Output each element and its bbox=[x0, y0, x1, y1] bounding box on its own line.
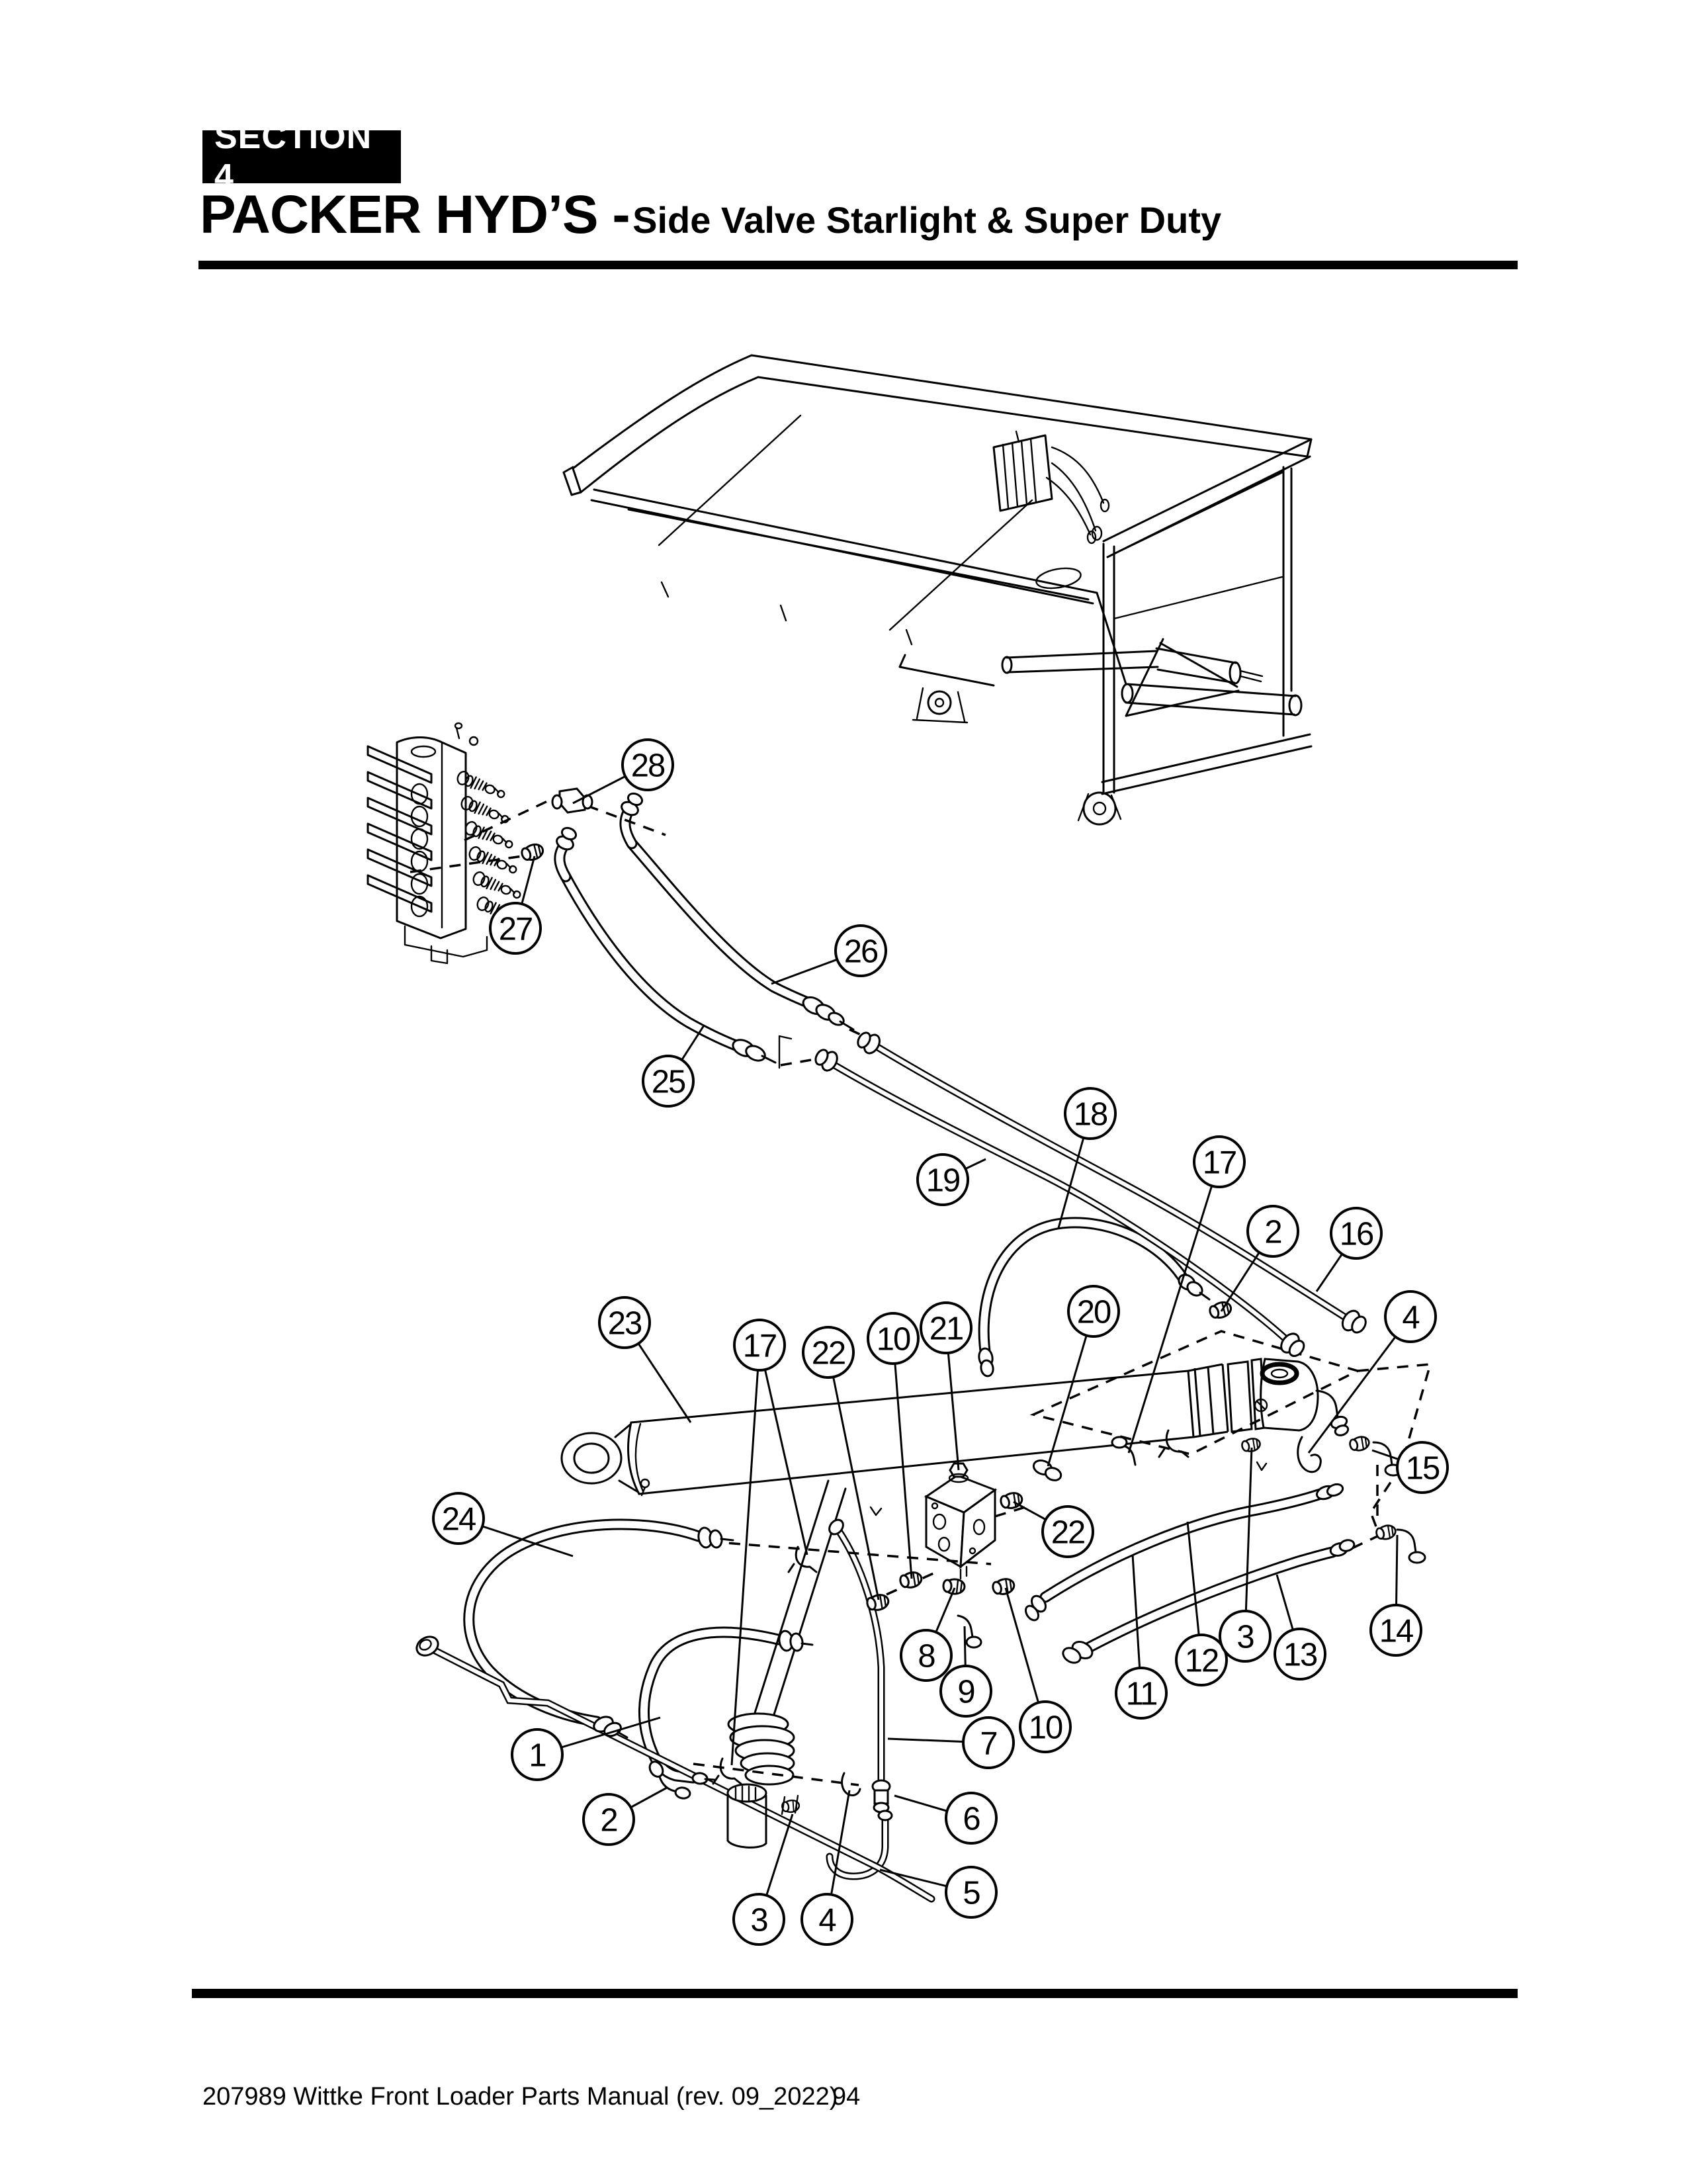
svg-text:5: 5 bbox=[963, 1875, 980, 1911]
callout-3 bbox=[1220, 1611, 1270, 1661]
svg-text:9: 9 bbox=[957, 1674, 974, 1710]
svg-text:22: 22 bbox=[811, 1335, 845, 1372]
svg-text:17: 17 bbox=[1202, 1145, 1236, 1181]
svg-text:1: 1 bbox=[529, 1737, 546, 1774]
manifold-art bbox=[926, 1463, 995, 1579]
svg-text:3: 3 bbox=[1236, 1619, 1254, 1655]
hose-26 bbox=[632, 844, 806, 1002]
svg-text:28: 28 bbox=[630, 748, 665, 784]
callout-10 bbox=[868, 1313, 918, 1364]
callout-17 bbox=[734, 1320, 785, 1370]
callout-12 bbox=[1176, 1635, 1227, 1685]
callout-10 bbox=[1020, 1702, 1070, 1752]
callout-14 bbox=[1371, 1605, 1421, 1655]
callout-leader-3 bbox=[1245, 1448, 1252, 1636]
callout-25 bbox=[643, 1056, 693, 1106]
callout-1 bbox=[512, 1729, 562, 1780]
svg-text:12: 12 bbox=[1184, 1643, 1219, 1679]
svg-text:23: 23 bbox=[607, 1305, 642, 1342]
svg-text:2: 2 bbox=[600, 1802, 617, 1839]
section-label: SECTION 4 bbox=[214, 118, 372, 196]
svg-text:7: 7 bbox=[980, 1725, 997, 1762]
svg-text:13: 13 bbox=[1283, 1637, 1317, 1673]
callout-17 bbox=[1194, 1137, 1244, 1187]
callout-21 bbox=[921, 1303, 971, 1353]
callout-leader-17 bbox=[732, 1345, 759, 1765]
svg-text:17: 17 bbox=[742, 1328, 777, 1364]
svg-text:6: 6 bbox=[963, 1801, 980, 1837]
callout-7 bbox=[963, 1718, 1014, 1768]
callout-27 bbox=[490, 903, 541, 953]
svg-text:10: 10 bbox=[1028, 1710, 1062, 1746]
callout-26 bbox=[836, 926, 886, 976]
callout-19 bbox=[918, 1155, 968, 1205]
callout-9 bbox=[941, 1666, 991, 1716]
hose-25 bbox=[566, 877, 736, 1045]
svg-text:20: 20 bbox=[1076, 1294, 1111, 1331]
callout-2 bbox=[584, 1794, 634, 1845]
svg-text:24: 24 bbox=[441, 1501, 476, 1538]
svg-text:3: 3 bbox=[750, 1902, 767, 1939]
svg-text:26: 26 bbox=[844, 934, 878, 970]
svg-text:15: 15 bbox=[1405, 1450, 1440, 1487]
callout-28 bbox=[623, 740, 673, 790]
callout-3 bbox=[734, 1894, 784, 1944]
svg-text:25: 25 bbox=[651, 1064, 685, 1100]
svg-text:2: 2 bbox=[1264, 1214, 1281, 1250]
svg-text:22: 22 bbox=[1051, 1514, 1085, 1551]
footer-page-number: 94 bbox=[832, 2083, 861, 2111]
svg-text:8: 8 bbox=[918, 1638, 935, 1675]
callout-20 bbox=[1068, 1286, 1119, 1336]
callout-15 bbox=[1397, 1442, 1448, 1493]
callout-4 bbox=[802, 1894, 852, 1944]
callout-8 bbox=[901, 1630, 951, 1681]
callout-2 bbox=[1248, 1206, 1298, 1256]
callout-18 bbox=[1065, 1088, 1115, 1139]
tube-19 bbox=[832, 1064, 1289, 1342]
title-subtitle: Side Valve Starlight & Super Duty bbox=[632, 199, 1222, 241]
callout-4 bbox=[1385, 1291, 1436, 1342]
callout-24 bbox=[433, 1493, 484, 1544]
svg-text:21: 21 bbox=[929, 1311, 963, 1347]
svg-text:16: 16 bbox=[1339, 1216, 1373, 1252]
fitting-28 bbox=[552, 789, 592, 812]
callout-16 bbox=[1331, 1208, 1381, 1258]
svg-text:14: 14 bbox=[1379, 1613, 1413, 1649]
callout-11 bbox=[1116, 1668, 1166, 1718]
title-main: PACKER HYD’S - bbox=[200, 185, 630, 245]
callout-23 bbox=[599, 1297, 650, 1348]
footer-text: 207989 Wittke Front Loader Parts Manual (rev. 09_2022) bbox=[202, 2083, 838, 2111]
svg-text:19: 19 bbox=[926, 1162, 960, 1199]
truck-frame-art bbox=[564, 355, 1311, 824]
svg-text:4: 4 bbox=[1402, 1299, 1419, 1336]
footer-rule bbox=[192, 1989, 1518, 1998]
svg-text:10: 10 bbox=[876, 1321, 910, 1358]
callout-22 bbox=[803, 1327, 853, 1377]
callout-13 bbox=[1275, 1629, 1325, 1679]
svg-text:18: 18 bbox=[1073, 1096, 1107, 1133]
tube-7 bbox=[839, 1531, 881, 1780]
callout-5 bbox=[946, 1867, 996, 1917]
svg-text:27: 27 bbox=[498, 911, 533, 947]
callout-6 bbox=[946, 1793, 996, 1843]
svg-text:11: 11 bbox=[1125, 1676, 1157, 1712]
callout-22 bbox=[1043, 1507, 1093, 1557]
packer-ram-art bbox=[713, 1481, 845, 1847]
hose-25 bbox=[566, 877, 736, 1045]
svg-text:4: 4 bbox=[818, 1902, 836, 1939]
